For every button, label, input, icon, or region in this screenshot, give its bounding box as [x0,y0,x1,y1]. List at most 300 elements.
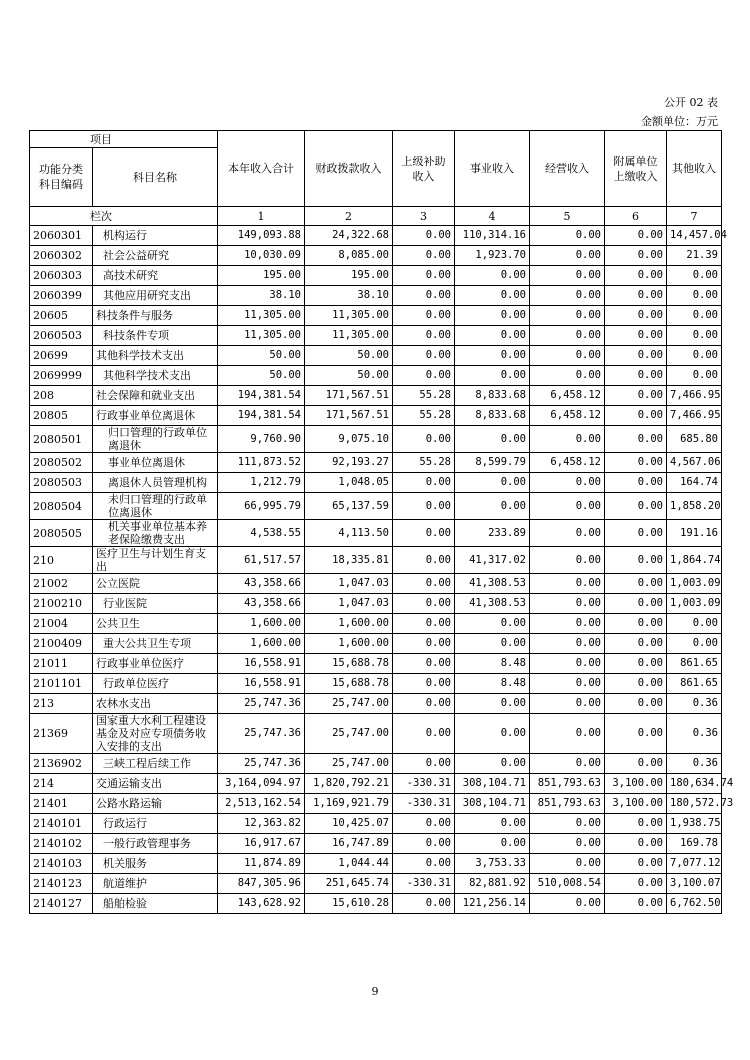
subject-code: 2069999 [30,366,93,386]
amount-cell: 11,305.00 [218,326,305,346]
amount-cell: 0.00 [455,346,530,366]
amount-cell: 55.28 [393,453,455,473]
amount-cell: 18,335.81 [305,547,393,574]
amount-cell: 65,137.59 [305,493,393,520]
table-row [30,426,722,453]
amount-cell: 25,747.36 [218,714,305,754]
amount-cell: 9,760.90 [218,426,305,453]
subject-name: 农林水支出 [93,694,218,714]
table-row [30,286,722,306]
subject-code: 20805 [30,406,93,426]
subject-name: 船舶检验 [93,894,218,914]
amount-cell: 0.00 [530,286,605,306]
subject-code: 213 [30,694,93,714]
amount-cell: 15,688.78 [305,674,393,694]
subject-code: 2060503 [30,326,93,346]
amount-cell: 195.00 [305,266,393,286]
amount-cell: 8,599.79 [455,453,530,473]
table-row [30,634,722,654]
subject-name: 其他科学技术支出 [93,346,218,366]
amount-cell: 7,466.95 [667,406,722,426]
amount-cell: 0.00 [455,814,530,834]
header-name: 科目名称 [93,148,218,207]
amount-cell: 0.00 [530,754,605,774]
amount-cell: 0.00 [605,854,667,874]
subject-name: 归口管理的行政单位离退休 [93,426,218,453]
amount-cell: 0.00 [605,674,667,694]
subject-name: 行政事业单位离退休 [93,406,218,426]
amount-cell: 1,858.20 [667,493,722,520]
subject-name: 离退休人员管理机构 [93,473,218,493]
amount-cell: 8.48 [455,674,530,694]
amount-cell: 38.10 [218,286,305,306]
amount-cell: 1,044.44 [305,854,393,874]
amount-cell: 61,517.57 [218,547,305,574]
subject-code: 20605 [30,306,93,326]
amount-cell: 6,458.12 [530,386,605,406]
amount-cell: 25,747.36 [218,694,305,714]
subject-code: 2060303 [30,266,93,286]
subject-name: 三峡工程后续工作 [93,754,218,774]
table-row [30,306,722,326]
amount-cell: 8,085.00 [305,246,393,266]
amount-cell: 0.00 [667,634,722,654]
amount-cell: 0.00 [605,406,667,426]
amount-cell: 4,538.55 [218,520,305,547]
amount-cell: 11,305.00 [305,326,393,346]
amount-cell: 0.00 [393,426,455,453]
amount-cell: 1,212.79 [218,473,305,493]
col-header: 经营收入 [530,131,605,207]
lanci-cell: 2 [305,207,393,226]
amount-cell: 0.00 [605,894,667,914]
table-row [30,520,722,547]
subject-name: 公共卫生 [93,614,218,634]
subject-name: 一般行政管理事务 [93,834,218,854]
amount-cell: 0.00 [530,346,605,366]
amount-cell: 10,030.09 [218,246,305,266]
amount-cell: 21.39 [667,246,722,266]
subject-name: 航道维护 [93,874,218,894]
table-row [30,326,722,346]
amount-cell: 14,457.04 [667,226,722,246]
amount-cell: 0.00 [393,547,455,574]
amount-cell: 0.00 [605,654,667,674]
amount-cell: 0.00 [393,266,455,286]
table-row [30,794,722,814]
amount-cell: 308,104.71 [455,794,530,814]
amount-cell: 0.00 [393,754,455,774]
amount-cell: 0.00 [393,326,455,346]
amount-cell: 0.00 [530,366,605,386]
amount-cell: 0.00 [605,366,667,386]
amount-cell: 3,100.07 [667,874,722,894]
amount-cell: 7,466.95 [667,386,722,406]
amount-cell: 510,008.54 [530,874,605,894]
amount-cell: 0.00 [530,246,605,266]
subject-name: 重大公共卫生专项 [93,634,218,654]
subject-name: 社会公益研究 [93,246,218,266]
amount-cell: 1,600.00 [218,614,305,634]
subject-code: 2140102 [30,834,93,854]
table-row [30,346,722,366]
amount-cell: 50.00 [218,346,305,366]
amount-cell: 1,169,921.79 [305,794,393,814]
amount-cell: 41,308.53 [455,574,530,594]
amount-cell: 1,047.03 [305,574,393,594]
amount-cell: 1,923.70 [455,246,530,266]
amount-cell: 1,864.74 [667,547,722,574]
amount-cell: 0.00 [605,326,667,346]
amount-cell: 0.00 [455,714,530,754]
amount-cell: 0.00 [393,854,455,874]
amount-cell: 3,100.00 [605,794,667,814]
amount-cell: 0.00 [530,654,605,674]
amount-cell: 4,567.06 [667,453,722,473]
amount-cell: 0.00 [530,714,605,754]
amount-cell: 11,305.00 [305,306,393,326]
table-row [30,386,722,406]
amount-cell: 0.00 [393,366,455,386]
subject-name: 高技术研究 [93,266,218,286]
amount-cell: 16,917.67 [218,834,305,854]
amount-cell: 149,093.88 [218,226,305,246]
amount-cell: 0.00 [455,614,530,634]
table-row [30,366,722,386]
amount-cell: 3,753.33 [455,854,530,874]
subject-name: 科技条件专项 [93,326,218,346]
subject-name: 机关服务 [93,854,218,874]
amount-cell: 0.00 [455,694,530,714]
table-row [30,574,722,594]
amount-cell: 0.00 [667,346,722,366]
amount-cell: 25,747.00 [305,694,393,714]
col-header: 财政拨款收入 [305,131,393,207]
subject-code: 2080503 [30,473,93,493]
amount-cell: 251,645.74 [305,874,393,894]
amount-cell: 38.10 [305,286,393,306]
amount-cell: 15,610.28 [305,894,393,914]
subject-code: 2080501 [30,426,93,453]
subject-name: 国家重大水利工程建设基金及对应专项债务收入安排的支出 [93,714,218,754]
amount-cell: 3,164,094.97 [218,774,305,794]
amount-cell: 169.78 [667,834,722,854]
amount-cell: 0.00 [605,520,667,547]
table-row [30,754,722,774]
amount-cell: 12,363.82 [218,814,305,834]
amount-cell: 0.00 [530,674,605,694]
amount-cell: 0.00 [393,306,455,326]
header-item: 项目 [30,131,218,148]
subject-code: 214 [30,774,93,794]
amount-cell: 861.65 [667,654,722,674]
subject-code: 2140127 [30,894,93,914]
amount-cell: 0.36 [667,714,722,754]
amount-cell: 1,600.00 [218,634,305,654]
amount-cell: 0.00 [393,286,455,306]
subject-code: 208 [30,386,93,406]
amount-cell: 50.00 [305,366,393,386]
amount-cell: 92,193.27 [305,453,393,473]
amount-cell: 0.00 [393,634,455,654]
amount-cell: 11,305.00 [218,306,305,326]
amount-cell: 0.00 [530,326,605,346]
amount-cell: 0.00 [605,266,667,286]
amount-cell: 0.00 [605,834,667,854]
amount-cell: 6,458.12 [530,406,605,426]
amount-cell: 0.00 [605,306,667,326]
amount-cell: 180,572.73 [667,794,722,814]
amount-cell: 0.00 [455,306,530,326]
amount-cell: 4,113.50 [305,520,393,547]
lanci-cell: 3 [393,207,455,226]
amount-cell: 0.00 [393,473,455,493]
amount-cell: 0.00 [667,366,722,386]
subject-name: 公路水路运输 [93,794,218,814]
amount-cell: 0.00 [530,614,605,634]
amount-cell: 0.00 [605,386,667,406]
subject-name: 公立医院 [93,574,218,594]
col-header: 本年收入合计 [218,131,305,207]
amount-cell: 847,305.96 [218,874,305,894]
header-code: 功能分类 科目编码 [30,148,93,207]
table-row [30,834,722,854]
table-row [30,246,722,266]
subject-code: 21004 [30,614,93,634]
amount-cell: 0.00 [393,814,455,834]
amount-cell: 1,820,792.21 [305,774,393,794]
table-row [30,654,722,674]
amount-cell: 110,314.16 [455,226,530,246]
amount-cell: 0.00 [393,520,455,547]
subject-name: 社会保障和就业支出 [93,386,218,406]
subject-code: 210 [30,547,93,574]
income-table [29,130,734,914]
amount-cell: 0.00 [667,266,722,286]
amount-cell: 0.00 [455,473,530,493]
table-row [30,493,722,520]
amount-cell: 16,558.91 [218,654,305,674]
amount-cell: -330.31 [393,774,455,794]
amount-cell: 24,322.68 [305,226,393,246]
amount-cell: 0.00 [605,226,667,246]
subject-code: 2080505 [30,520,93,547]
amount-cell: 16,558.91 [218,674,305,694]
subject-code: 20699 [30,346,93,366]
amount-cell: 0.00 [530,854,605,874]
amount-cell: 0.00 [530,574,605,594]
subject-code: 2140123 [30,874,93,894]
table-row [30,774,722,794]
subject-code: 2080502 [30,453,93,473]
amount-cell: 0.00 [605,547,667,574]
amount-cell: 1,048.05 [305,473,393,493]
column-index-row [30,207,722,226]
amount-cell: 0.00 [605,246,667,266]
subject-name: 其他应用研究支出 [93,286,218,306]
amount-cell: 121,256.14 [455,894,530,914]
amount-cell: -330.31 [393,874,455,894]
amount-cell: 0.00 [393,894,455,914]
amount-cell: 0.00 [530,426,605,453]
amount-cell: 851,793.63 [530,794,605,814]
subject-name: 行政运行 [93,814,218,834]
amount-cell: 0.00 [530,226,605,246]
subject-code: 2060399 [30,286,93,306]
amount-cell: 0.00 [605,614,667,634]
amount-cell: 0.00 [393,226,455,246]
amount-cell: 0.00 [393,614,455,634]
amount-cell: 0.00 [530,473,605,493]
amount-cell: 194,381.54 [218,406,305,426]
subject-code: 2136902 [30,754,93,774]
amount-cell: 55.28 [393,386,455,406]
amount-cell: 0.00 [667,614,722,634]
amount-cell: 0.00 [667,306,722,326]
amount-cell: 0.00 [530,493,605,520]
amount-cell: 0.00 [530,894,605,914]
amount-cell: 0.00 [667,286,722,306]
amount-cell: 25,747.00 [305,714,393,754]
table-row [30,714,722,754]
amount-cell: 2,513,162.54 [218,794,305,814]
amount-cell: 180,634.74 [667,774,722,794]
amount-cell: 0.00 [393,674,455,694]
amount-cell: 143,628.92 [218,894,305,914]
page-number: 9 [371,985,379,998]
amount-cell: 308,104.71 [455,774,530,794]
subject-name: 科技条件与服务 [93,306,218,326]
col-header: 其他收入 [667,131,722,207]
subject-code: 2080504 [30,493,93,520]
amount-cell: 0.00 [393,493,455,520]
amount-cell: 7,077.12 [667,854,722,874]
amount-cell: 0.00 [530,547,605,574]
amount-cell: 66,995.79 [218,493,305,520]
form-number: 公开 02 表 [664,96,718,109]
subject-code: 2140103 [30,854,93,874]
amount-cell: 55.28 [393,406,455,426]
amount-cell: 0.00 [455,366,530,386]
amount-cell: 0.00 [605,493,667,520]
col-header: 上级补助 收入 [393,131,455,207]
amount-cell: 0.00 [393,834,455,854]
amount-cell: 25,747.36 [218,754,305,774]
table-row [30,226,722,246]
subject-code: 2100210 [30,594,93,614]
amount-cell: 25,747.00 [305,754,393,774]
amount-cell: 171,567.51 [305,406,393,426]
amount-cell: 1,600.00 [305,634,393,654]
amount-cell: 0.00 [605,714,667,754]
amount-cell: 0.00 [605,754,667,774]
subject-name: 其他科学技术支出 [93,366,218,386]
table-row [30,674,722,694]
amount-cell: 0.00 [455,493,530,520]
table-row [30,614,722,634]
subject-code: 2100409 [30,634,93,654]
subject-name: 行政事业单位医疗 [93,654,218,674]
amount-cell: 16,747.89 [305,834,393,854]
amount-cell: 0.00 [393,574,455,594]
amount-cell: 6,458.12 [530,453,605,473]
amount-cell: 0.00 [455,834,530,854]
subject-code: 21401 [30,794,93,814]
amount-cell: 0.00 [455,634,530,654]
subject-name: 机关事业单位基本养老保险缴费支出 [93,520,218,547]
amount-cell: 0.00 [605,346,667,366]
amount-cell: 0.00 [605,453,667,473]
subject-name: 行业医院 [93,594,218,614]
table-row [30,874,722,894]
amount-cell: 0.00 [530,520,605,547]
amount-cell: 0.00 [605,874,667,894]
amount-cell: 0.00 [530,814,605,834]
table-row [30,854,722,874]
subject-name: 医疗卫生与计划生育支出 [93,547,218,574]
amount-cell: 233.89 [455,520,530,547]
table-row [30,694,722,714]
lanci-cell: 4 [455,207,530,226]
amount-cell: 0.00 [455,426,530,453]
amount-cell: 164.74 [667,473,722,493]
table-row [30,547,722,574]
amount-cell: 0.00 [393,714,455,754]
amount-cell: 0.00 [455,266,530,286]
subject-code: 2060301 [30,226,93,246]
amount-cell: 43,358.66 [218,574,305,594]
subject-code: 2101101 [30,674,93,694]
table-row [30,473,722,493]
amount-cell: 194,381.54 [218,386,305,406]
amount-cell: 0.00 [393,594,455,614]
amount-cell: 0.00 [667,326,722,346]
table-row [30,894,722,914]
amount-cell: 10,425.07 [305,814,393,834]
subject-name: 机构运行 [93,226,218,246]
col-header: 附属单位 上缴收入 [605,131,667,207]
lanci-cell: 6 [605,207,667,226]
amount-cell: -330.31 [393,794,455,814]
subject-name: 未归口管理的行政单位离退休 [93,493,218,520]
amount-cell: 0.00 [530,634,605,654]
subject-code: 21002 [30,574,93,594]
amount-cell: 0.00 [605,594,667,614]
amount-cell: 50.00 [305,346,393,366]
lanci-cell: 5 [530,207,605,226]
amount-cell: 0.00 [393,694,455,714]
amount-unit: 金额单位：万元 [641,115,718,128]
amount-cell: 9,075.10 [305,426,393,453]
table-row [30,814,722,834]
amount-cell: 43,358.66 [218,594,305,614]
subject-code: 21011 [30,654,93,674]
amount-cell: 1,600.00 [305,614,393,634]
amount-cell: 0.36 [667,754,722,774]
table-row [30,406,722,426]
amount-cell: 171,567.51 [305,386,393,406]
amount-cell: 0.00 [393,346,455,366]
amount-cell: 41,308.53 [455,594,530,614]
amount-cell: 0.00 [605,694,667,714]
amount-cell: 8.48 [455,654,530,674]
amount-cell: 861.65 [667,674,722,694]
amount-cell: 191.16 [667,520,722,547]
amount-cell: 50.00 [218,366,305,386]
amount-cell: 0.36 [667,694,722,714]
amount-cell: 8,833.68 [455,406,530,426]
amount-cell: 41,317.02 [455,547,530,574]
